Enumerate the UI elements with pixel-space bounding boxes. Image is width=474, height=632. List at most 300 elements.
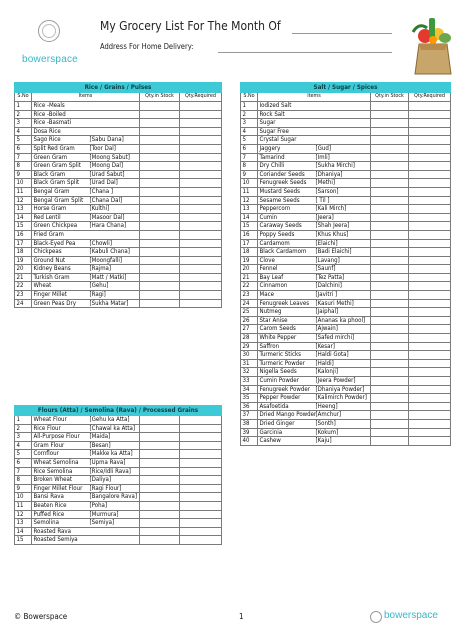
- item-local-name: [Shah Jeera]: [315, 222, 350, 230]
- item-local-name: [Chowli]: [89, 239, 112, 247]
- row-number: 4: [15, 441, 32, 450]
- row-number: 1: [241, 102, 258, 111]
- qty-in-stock-cell[interactable]: [140, 127, 180, 136]
- qty-in-stock-cell[interactable]: [371, 162, 409, 171]
- qty-required-cell[interactable]: [180, 501, 222, 510]
- qty-required-cell[interactable]: [180, 119, 222, 128]
- qty-required-cell[interactable]: [180, 265, 222, 274]
- row-number: 31: [241, 359, 258, 368]
- qty-in-stock-cell[interactable]: [371, 368, 409, 377]
- qty-required-cell[interactable]: [409, 351, 451, 360]
- item-cell: [32, 170, 140, 179]
- qty-required-cell[interactable]: [409, 308, 451, 317]
- qty-required-cell[interactable]: [409, 102, 451, 111]
- qty-in-stock-cell[interactable]: [371, 377, 409, 386]
- logo-text: bowerspace: [22, 54, 78, 65]
- qty-required-cell[interactable]: [409, 187, 451, 196]
- item-local-name: [Chawal ka Atta]: [89, 424, 136, 432]
- item-name: Sago Rice: [33, 136, 61, 144]
- qty-in-stock-cell[interactable]: [371, 239, 409, 248]
- row-number: 32: [241, 368, 258, 377]
- qty-required-cell[interactable]: [180, 433, 222, 442]
- item-local-name: [Dhaniya Powder]: [315, 385, 365, 393]
- item-cell: [258, 127, 371, 136]
- qty-in-stock-cell[interactable]: [371, 428, 409, 437]
- row-number: 27: [241, 325, 258, 334]
- qty-required-cell[interactable]: [180, 110, 222, 119]
- item-cell: [258, 144, 371, 153]
- table-row: [241, 179, 451, 188]
- rice-grains-pulses-table: [14, 82, 222, 308]
- table-row: [241, 325, 451, 334]
- table-row: [241, 351, 451, 360]
- qty-required-cell[interactable]: [180, 162, 222, 171]
- item-cell: [32, 222, 140, 231]
- qty-in-stock-cell[interactable]: [371, 136, 409, 145]
- item-cell: [32, 291, 140, 300]
- qty-in-stock-cell[interactable]: [371, 102, 409, 111]
- qty-required-cell[interactable]: [409, 213, 451, 222]
- qty-required-cell[interactable]: [409, 205, 451, 214]
- qty-in-stock-cell[interactable]: [371, 316, 409, 325]
- qty-in-stock-cell[interactable]: [371, 265, 409, 274]
- item-cell: [258, 437, 371, 446]
- qty-required-cell[interactable]: [409, 325, 451, 334]
- qty-required-cell[interactable]: [409, 136, 451, 145]
- qty-in-stock-cell[interactable]: [371, 256, 409, 265]
- item-name: Finger Millet: [33, 291, 67, 299]
- qty-in-stock-cell[interactable]: [140, 222, 180, 231]
- qty-in-stock-cell[interactable]: [371, 394, 409, 403]
- item-local-name: [Kalimirch Powder]: [315, 394, 367, 402]
- qty-in-stock-cell[interactable]: [371, 419, 409, 428]
- qty-required-cell[interactable]: [409, 179, 451, 188]
- table-row: [15, 291, 222, 300]
- qty-required-cell[interactable]: [180, 458, 222, 467]
- row-number: 34: [241, 385, 258, 394]
- item-local-name: [Besan]: [89, 441, 111, 449]
- item-name: Fennel: [259, 265, 278, 273]
- table-row: [15, 441, 222, 450]
- item-local-name: [Gehu]: [89, 282, 109, 290]
- qty-required-cell[interactable]: [180, 467, 222, 476]
- item-cell: [32, 476, 140, 485]
- qty-required-cell[interactable]: [409, 230, 451, 239]
- qty-in-stock-cell[interactable]: [371, 222, 409, 231]
- grocery-basket-icon: [405, 14, 461, 76]
- qty-required-cell[interactable]: [180, 179, 222, 188]
- qty-required-cell[interactable]: [409, 385, 451, 394]
- item-name: Wheat Semolina: [33, 458, 79, 466]
- qty-in-stock-cell[interactable]: [140, 248, 180, 257]
- qty-in-stock-cell[interactable]: [140, 153, 180, 162]
- qty-required-cell[interactable]: [180, 536, 222, 545]
- qty-in-stock-cell[interactable]: [140, 230, 180, 239]
- item-local-name: [Ananas ka phool]: [315, 316, 366, 324]
- qty-in-stock-cell[interactable]: [371, 437, 409, 446]
- qty-in-stock-cell[interactable]: [371, 119, 409, 128]
- item-name: Dried Ginger: [259, 419, 295, 427]
- table-row: [15, 299, 222, 308]
- item-cell: [258, 265, 371, 274]
- qty-in-stock-cell[interactable]: [140, 110, 180, 119]
- row-number: 4: [241, 127, 258, 136]
- qty-in-stock-cell[interactable]: [371, 402, 409, 411]
- qty-in-stock-cell[interactable]: [140, 187, 180, 196]
- row-number: 1: [15, 102, 32, 111]
- qty-required-cell[interactable]: [180, 127, 222, 136]
- qty-in-stock-cell[interactable]: [140, 510, 180, 519]
- flours-semolina-table: [14, 405, 222, 545]
- qty-in-stock-cell[interactable]: [371, 359, 409, 368]
- qty-required-cell[interactable]: [180, 493, 222, 502]
- qty-in-stock-cell[interactable]: [371, 110, 409, 119]
- table-row: [241, 127, 451, 136]
- item-local-name: [Sukha Mirchi]: [315, 162, 355, 170]
- qty-required-cell[interactable]: [409, 359, 451, 368]
- qty-required-cell[interactable]: [180, 527, 222, 536]
- row-number: 6: [241, 144, 258, 153]
- qty-in-stock-cell[interactable]: [140, 467, 180, 476]
- qty-required-cell[interactable]: [180, 416, 222, 425]
- qty-in-stock-cell[interactable]: [140, 424, 180, 433]
- qty-required-cell[interactable]: [409, 299, 451, 308]
- qty-in-stock-cell[interactable]: [371, 282, 409, 291]
- qty-in-stock-cell[interactable]: [371, 248, 409, 257]
- item-name: Turmeric Powder: [259, 359, 305, 367]
- qty-in-stock-cell[interactable]: [140, 493, 180, 502]
- qty-required-cell[interactable]: [409, 342, 451, 351]
- qty-required-cell[interactable]: [409, 265, 451, 274]
- qty-in-stock-cell[interactable]: [371, 325, 409, 334]
- qty-in-stock-cell[interactable]: [140, 205, 180, 214]
- table-row: [241, 162, 451, 171]
- row-number: 17: [241, 239, 258, 248]
- qty-in-stock-cell[interactable]: [140, 119, 180, 128]
- page-title: My Grocery List For The Month Of: [100, 19, 281, 33]
- qty-required-cell[interactable]: [409, 256, 451, 265]
- item-cell: [258, 411, 371, 420]
- table-row: [15, 282, 222, 291]
- month-fill-line[interactable]: [292, 33, 392, 34]
- item-name: Peppercorn: [259, 205, 291, 213]
- item-cell: [32, 484, 140, 493]
- qty-in-stock-cell[interactable]: [140, 484, 180, 493]
- qty-in-stock-cell[interactable]: [371, 179, 409, 188]
- item-cell: [258, 428, 371, 437]
- qty-required-cell[interactable]: [409, 239, 451, 248]
- qty-required-cell[interactable]: [409, 334, 451, 343]
- qty-required-cell[interactable]: [409, 368, 451, 377]
- qty-in-stock-cell[interactable]: [140, 282, 180, 291]
- item-cell: [258, 119, 371, 128]
- qty-required-cell[interactable]: [409, 170, 451, 179]
- qty-in-stock-cell[interactable]: [371, 205, 409, 214]
- qty-required-cell[interactable]: [409, 428, 451, 437]
- item-name: Caraway Seeds: [259, 222, 302, 230]
- qty-in-stock-cell[interactable]: [140, 299, 180, 308]
- qty-required-cell[interactable]: [180, 299, 222, 308]
- qty-required-cell[interactable]: [409, 196, 451, 205]
- qty-in-stock-cell[interactable]: [140, 273, 180, 282]
- qty-required-cell[interactable]: [180, 136, 222, 145]
- qty-in-stock-cell[interactable]: [371, 411, 409, 420]
- qty-in-stock-cell[interactable]: [140, 519, 180, 528]
- item-local-name: [Bangalore Rava]: [89, 493, 137, 501]
- item-name: Split Red Gram: [33, 144, 75, 152]
- qty-in-stock-cell[interactable]: [140, 433, 180, 442]
- qty-required-cell[interactable]: [409, 394, 451, 403]
- row-number: 30: [241, 351, 258, 360]
- qty-required-cell[interactable]: [180, 239, 222, 248]
- qty-required-cell[interactable]: [180, 213, 222, 222]
- qty-required-cell[interactable]: [409, 222, 451, 231]
- qty-required-cell[interactable]: [409, 273, 451, 282]
- row-number: 5: [241, 136, 258, 145]
- qty-in-stock-cell[interactable]: [371, 291, 409, 300]
- qty-required-cell[interactable]: [409, 437, 451, 446]
- qty-in-stock-cell[interactable]: [140, 501, 180, 510]
- item-name: Wheat Flour: [33, 416, 67, 423]
- table-row: [241, 385, 451, 394]
- qty-in-stock-cell[interactable]: [140, 476, 180, 485]
- qty-in-stock-cell[interactable]: [371, 213, 409, 222]
- qty-in-stock-cell[interactable]: [371, 273, 409, 282]
- qty-required-cell[interactable]: [180, 230, 222, 239]
- item-local-name: [Kulthi]: [89, 205, 110, 213]
- qty-required-cell[interactable]: [180, 450, 222, 459]
- qty-required-cell[interactable]: [409, 144, 451, 153]
- qty-in-stock-cell[interactable]: [371, 153, 409, 162]
- item-name: Carom Seeds: [259, 325, 296, 333]
- item-cell: [32, 230, 140, 239]
- table-row: [15, 144, 222, 153]
- item-local-name: [Gud]: [315, 144, 331, 152]
- qty-in-stock-cell[interactable]: [140, 196, 180, 205]
- item-cell: [32, 416, 140, 425]
- item-cell: [258, 342, 371, 351]
- item-name: Roasted Semiya: [33, 536, 78, 544]
- item-name: Black Gram: [33, 170, 66, 178]
- row-number: 16: [15, 230, 32, 239]
- table-row: [241, 282, 451, 291]
- address-fill-line[interactable]: [218, 52, 392, 53]
- qty-required-cell[interactable]: [409, 291, 451, 300]
- row-number: 18: [15, 248, 32, 257]
- qty-required-cell[interactable]: [180, 222, 222, 231]
- item-name: Turkish Gram: [33, 273, 70, 281]
- qty-in-stock-cell[interactable]: [371, 334, 409, 343]
- row-number: 1: [15, 416, 32, 425]
- qty-in-stock-cell[interactable]: [371, 196, 409, 205]
- item-local-name: [Daliya]: [89, 476, 112, 484]
- qty-in-stock-cell[interactable]: [140, 527, 180, 536]
- row-number: 3: [15, 433, 32, 442]
- table-row: [15, 239, 222, 248]
- item-local-name: [Dalchini]: [315, 282, 342, 290]
- row-number: 3: [15, 119, 32, 128]
- qty-required-cell[interactable]: [409, 402, 451, 411]
- qty-required-cell[interactable]: [409, 119, 451, 128]
- qty-in-stock-cell[interactable]: [371, 308, 409, 317]
- qty-in-stock-cell[interactable]: [371, 144, 409, 153]
- item-cell: [32, 510, 140, 519]
- table-row: [15, 519, 222, 528]
- qty-required-cell[interactable]: [180, 256, 222, 265]
- item-name: Green Gram: [33, 153, 68, 161]
- qty-required-cell[interactable]: [180, 441, 222, 450]
- row-number: 7: [15, 153, 32, 162]
- item-cell: [32, 424, 140, 433]
- row-number: 20: [15, 265, 32, 274]
- section-title-rice: Rice / Grains / Pulses: [15, 83, 222, 93]
- footer-logo-circle-icon: [370, 611, 382, 623]
- qty-in-stock-cell[interactable]: [140, 213, 180, 222]
- table-row: [15, 458, 222, 467]
- qty-required-cell[interactable]: [409, 153, 451, 162]
- item-name: Rice -Boiled: [33, 110, 66, 118]
- column-header-qty-required: Qty.Required: [180, 93, 222, 102]
- item-cell: [32, 102, 140, 111]
- qty-in-stock-cell[interactable]: [140, 144, 180, 153]
- item-local-name: [Poha]: [89, 501, 108, 509]
- qty-required-cell[interactable]: [180, 205, 222, 214]
- table-row: [241, 428, 451, 437]
- item-name: Beaten Rice: [33, 501, 67, 509]
- table-row: [15, 153, 222, 162]
- table-row: [241, 110, 451, 119]
- qty-required-cell[interactable]: [180, 187, 222, 196]
- qty-required-cell[interactable]: [409, 282, 451, 291]
- qty-required-cell[interactable]: [180, 144, 222, 153]
- row-number: 15: [241, 222, 258, 231]
- row-number: 7: [15, 467, 32, 476]
- row-number: 22: [241, 282, 258, 291]
- table-row: [241, 256, 451, 265]
- qty-in-stock-cell[interactable]: [140, 450, 180, 459]
- item-local-name: [Moong Dal]: [89, 162, 124, 170]
- qty-required-cell[interactable]: [180, 102, 222, 111]
- item-name: Finger Millet Flour: [33, 484, 83, 492]
- qty-required-cell[interactable]: [180, 248, 222, 257]
- item-local-name: [Semiya]: [89, 519, 115, 527]
- item-local-name: [Haldi]: [315, 359, 334, 367]
- item-cell: [258, 170, 371, 179]
- qty-required-cell[interactable]: [180, 510, 222, 519]
- item-cell: [258, 359, 371, 368]
- qty-required-cell[interactable]: [180, 424, 222, 433]
- table-row: [241, 248, 451, 257]
- item-local-name: [Kokum]: [315, 428, 339, 436]
- item-cell: [258, 273, 371, 282]
- qty-in-stock-cell[interactable]: [371, 230, 409, 239]
- qty-in-stock-cell[interactable]: [140, 162, 180, 171]
- item-cell: [258, 385, 371, 394]
- row-number: 9: [15, 170, 32, 179]
- qty-in-stock-cell[interactable]: [371, 351, 409, 360]
- item-name: Horse Gram: [33, 205, 67, 213]
- item-cell: [258, 419, 371, 428]
- qty-required-cell[interactable]: [409, 248, 451, 257]
- qty-in-stock-cell[interactable]: [140, 239, 180, 248]
- qty-required-cell[interactable]: [409, 316, 451, 325]
- qty-in-stock-cell[interactable]: [371, 299, 409, 308]
- qty-required-cell[interactable]: [180, 484, 222, 493]
- row-number: 3: [241, 119, 258, 128]
- item-name: Sugar Free: [259, 127, 289, 135]
- qty-required-cell[interactable]: [180, 273, 222, 282]
- item-cell: [258, 325, 371, 334]
- item-name: Fenugreek Leaves: [259, 299, 310, 307]
- item-local-name: [Urad Dal]: [89, 179, 118, 187]
- item-cell: [32, 248, 140, 257]
- item-name: Cumin Powder: [259, 377, 299, 384]
- item-cell: [258, 394, 371, 403]
- qty-in-stock-cell[interactable]: [140, 265, 180, 274]
- item-cell: [32, 256, 140, 265]
- column-header-items: Items: [258, 93, 371, 102]
- row-number: 29: [241, 342, 258, 351]
- item-name: Garcinia: [259, 428, 283, 436]
- qty-required-cell[interactable]: [180, 153, 222, 162]
- qty-required-cell[interactable]: [409, 127, 451, 136]
- qty-in-stock-cell[interactable]: [140, 136, 180, 145]
- qty-required-cell[interactable]: [409, 110, 451, 119]
- qty-in-stock-cell[interactable]: [140, 441, 180, 450]
- item-local-name: [Ragi]: [89, 291, 106, 299]
- qty-required-cell[interactable]: [409, 377, 451, 386]
- table-row: [241, 437, 451, 446]
- qty-required-cell[interactable]: [409, 419, 451, 428]
- qty-required-cell[interactable]: [180, 170, 222, 179]
- item-name: Cornflour: [33, 450, 59, 458]
- section-title-salt: Salt / Sugar / Spices: [241, 83, 451, 93]
- table-row: [241, 308, 451, 317]
- qty-in-stock-cell[interactable]: [140, 458, 180, 467]
- row-number: 26: [241, 316, 258, 325]
- table-row: [241, 144, 451, 153]
- qty-in-stock-cell[interactable]: [371, 187, 409, 196]
- row-number: 28: [241, 334, 258, 343]
- qty-in-stock-cell[interactable]: [140, 170, 180, 179]
- qty-required-cell[interactable]: [180, 519, 222, 528]
- qty-in-stock-cell[interactable]: [371, 342, 409, 351]
- qty-in-stock-cell[interactable]: [371, 127, 409, 136]
- item-local-name: [Kali Mirch]: [315, 205, 347, 213]
- qty-required-cell[interactable]: [409, 411, 451, 420]
- item-local-name: [Chana Dal]: [89, 196, 123, 204]
- qty-in-stock-cell[interactable]: [140, 416, 180, 425]
- qty-required-cell[interactable]: [180, 476, 222, 485]
- item-cell: [32, 433, 140, 442]
- row-number: 25: [241, 308, 258, 317]
- item-name: Roasted Rava: [33, 527, 71, 535]
- qty-in-stock-cell[interactable]: [371, 170, 409, 179]
- qty-in-stock-cell[interactable]: [140, 102, 180, 111]
- item-local-name: [Matt / Matki]: [89, 273, 127, 281]
- qty-in-stock-cell[interactable]: [140, 536, 180, 545]
- item-cell: [258, 316, 371, 325]
- qty-required-cell[interactable]: [180, 291, 222, 300]
- qty-in-stock-cell[interactable]: [140, 291, 180, 300]
- qty-in-stock-cell[interactable]: [140, 256, 180, 265]
- qty-required-cell[interactable]: [180, 196, 222, 205]
- qty-in-stock-cell[interactable]: [140, 179, 180, 188]
- qty-in-stock-cell[interactable]: [371, 385, 409, 394]
- qty-required-cell[interactable]: [180, 282, 222, 291]
- item-cell: [258, 351, 371, 360]
- qty-required-cell[interactable]: [409, 162, 451, 171]
